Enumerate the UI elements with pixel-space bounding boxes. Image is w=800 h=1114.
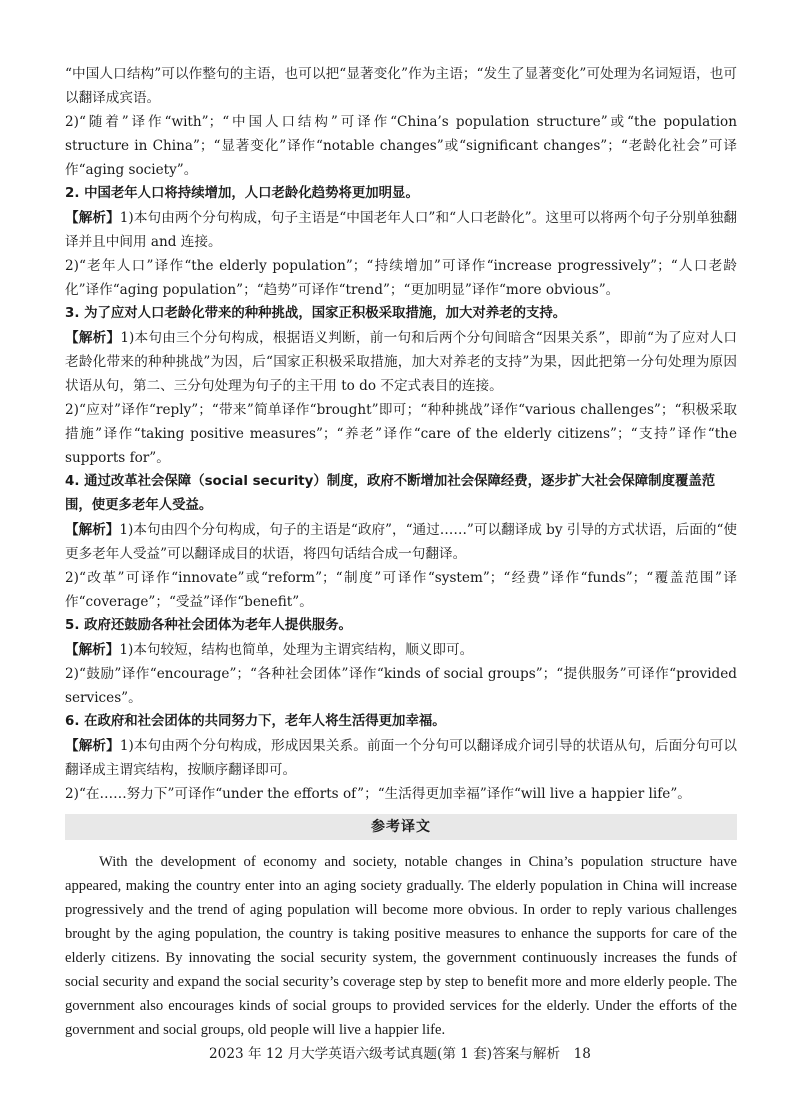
- analysis-label: 【解析】: [65, 642, 120, 658]
- analysis-text: 1)本句由四个分句构成，句子的主语是“政府”，“通过……”可以翻译成 by 引导的方式状语，后面的“使更多老年人受益”可以翻译成目的状语，将四句话结合成一句翻译。: [65, 522, 737, 562]
- analysis-label: 【解析】: [65, 210, 120, 226]
- analysis-part-2: 2)“应对”译作“reply”；“带来”简单译作“brought”即可；“种种挑战”译作“various challenges”；“积极采取措施”译作“taking positive measures”；“养老”译作“care of the elderly citizens”；“支持”译作“the supports for”。: [65, 402, 737, 466]
- analysis-part-1: [65, 518, 737, 566]
- document-body: [65, 62, 737, 1042]
- intro-paragraph-1: “中国人口结构”可以作整句的主语，也可以把“显著变化”作为主语；“发生了显著变化”可处理为名词短语，也可以翻译成宾语。: [65, 66, 737, 106]
- analysis-part-1: [65, 638, 737, 662]
- item-3: [65, 302, 737, 470]
- analysis-part-2: 2)“鼓励”译作“encourage”；“各种社会团体”译作“kinds of social groups”；“提供服务”可译作“provided services”。: [65, 666, 737, 706]
- analysis-text: 1)本句由两个分句构成，句子主语是“中国老年人口”和“人口老龄化”。这里可以将两个句子分别单独翻译并且中间用 and 连接。: [65, 210, 738, 250]
- item-heading: 5. 政府还鼓励各种社会团体为老年人提供服务。: [65, 618, 352, 633]
- page-footer: 2023 年 12 月大学英语六级考试真题(第 1 套)答案与解析 18: [209, 1046, 591, 1062]
- item-heading: 3. 为了应对人口老龄化带来的种种挑战，国家正积极采取措施，加大对养老的支持。: [65, 306, 567, 321]
- analysis-label: 【解析】: [65, 738, 120, 754]
- item-heading: 6. 在政府和社会团体的共同努力下，老年人将生活得更加幸福。: [65, 714, 446, 729]
- reference-translation-text: With the development of economy and society, notable changes in China’s population structure have appeared, making the country enter into an aging society gradually. The elderly population in China will increase progressively and the trend of aging population will become more obvious. In order to reply various challenges brought by the aging population, the country is taking positive measures to enhance the supports for care of the elderly citizens. By innovating the social security system, the government continuously increases the funds of social security and expand the social security’s coverage step by step to benefit more and more elderly people. The government also encourages kinds of social groups to provided services for the elderly. Under the efforts of the government and social groups, old people will live a happier life.: [65, 854, 737, 1038]
- analysis-part-1: [65, 734, 737, 782]
- analysis-part-1: [65, 326, 737, 398]
- item-6: [65, 710, 737, 806]
- analysis-label: 【解析】: [65, 330, 121, 346]
- item-4: [65, 470, 737, 614]
- reference-translation-heading: 参考译文: [65, 814, 737, 840]
- item-2: [65, 182, 737, 302]
- analysis-text: 1)本句由两个分句构成，形成因果关系。前面一个分句可以翻译成介词引导的状语从句，后面分句可以翻译成主谓宾结构，按顺序翻译即可。: [65, 738, 738, 778]
- item-heading: 4. 通过改革社会保障（social security）制度，政府不断增加社会保障经费，逐步扩大社会保障制度覆盖范围，使更多老年人受益。: [65, 474, 716, 513]
- analysis-label: 【解析】: [65, 522, 120, 538]
- analysis-text: 1)本句较短，结构也简单，处理为主谓宾结构，顺义即可。: [119, 642, 474, 658]
- item-heading: 2. 中国老年人口将持续增加，人口老龄化趋势将更加明显。: [65, 186, 419, 201]
- analysis-part-2: 2)“在……努力下”可译作“under the efforts of”；“生活得更加幸福”译作“will live a happier life”。: [65, 786, 691, 802]
- item-5: [65, 614, 737, 710]
- analysis-part-1: [65, 206, 737, 254]
- analysis-part-2: 2)“老年人口”译作“the elderly population”；“持续增加”可译作“increase progressively”；“人口老龄化”译作“aging population”；“趋势”可译作“trend”；“更加明显”译作“more obvious”。: [65, 258, 737, 298]
- intro-paragraph-2: 2)“随着”译作“with”；“中国人口结构”可译作“China’s population structure”或“the population structure in China”；“显著变化”译作“notable changes”或“significant changes”；“老龄化社会”可译作“aging society”。: [65, 114, 737, 178]
- analysis-text: 1)本句由三个分句构成，根据语义判断，前一句和后两个分句间暗含“因果关系”，即前“为了应对人口老龄化带来的种种挑战”为因，后“国家正积极采取措施，加大对养老的支持”为果，因此把第一分句处理为原因状语从句，第二、三分句处理为句子的主干用 to do 不定式表目的连接。: [65, 330, 738, 394]
- analysis-part-2: 2)“改革”可译作“innovate”或“reform”；“制度”可译作“system”；“经费”译作“funds”；“覆盖范围”译作“coverage”；“受益”译作“benefit”。: [65, 570, 737, 610]
